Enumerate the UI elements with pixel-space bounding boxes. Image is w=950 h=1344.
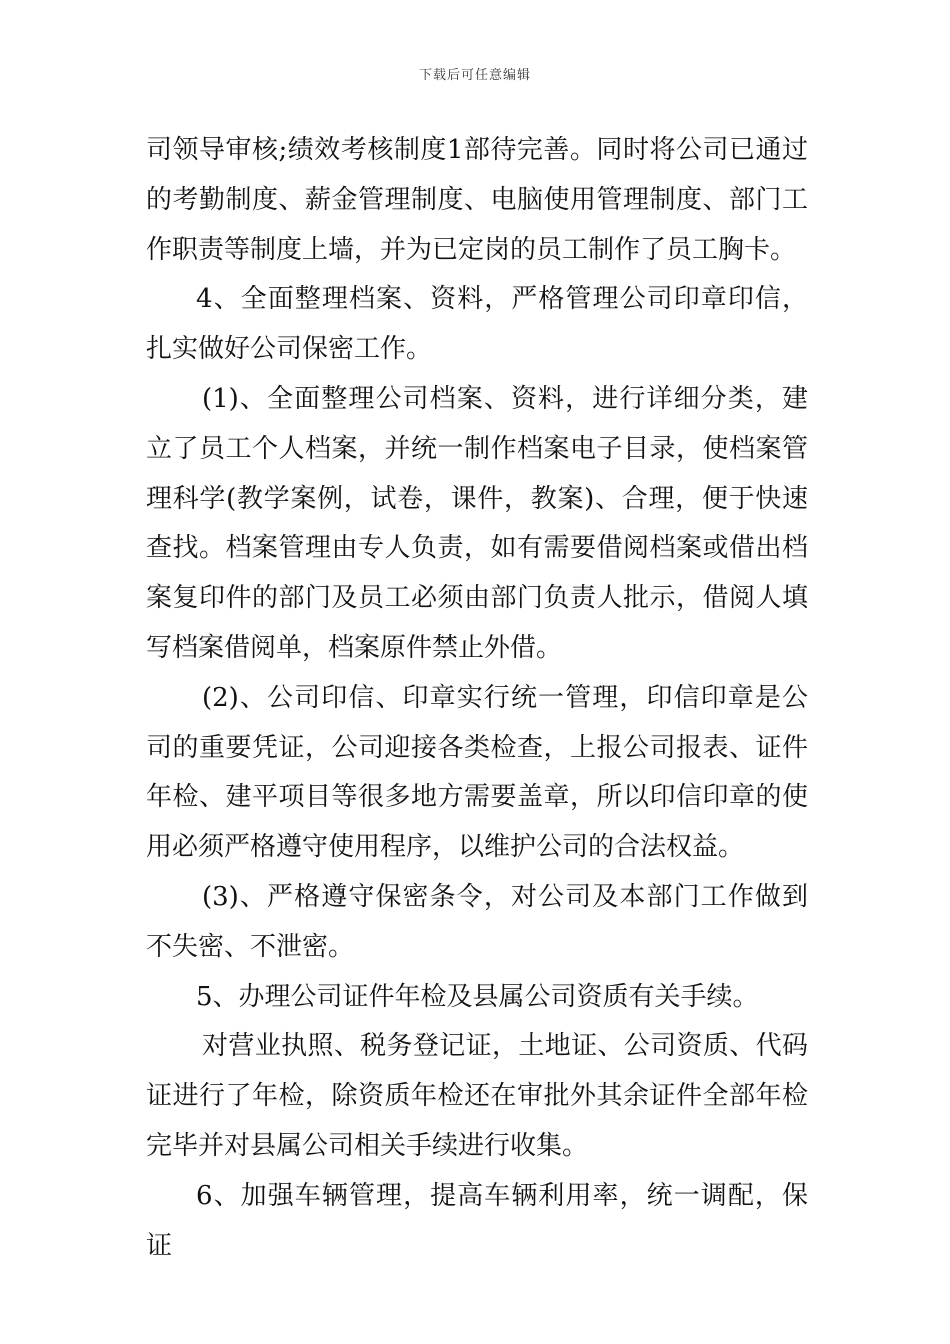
paragraph-item-2: (2)、公司印信、印章实行统一管理，印信印章是公司的重要凭证，公司迎接各类检查，上报公司报表、证件年检、建平项目等很多地方需要盖章，所以印信印章的使用必须严格遵守使用程序，以维护公司的合法权益。 <box>146 682 808 863</box>
paragraph-item-3: (3)、严格遵守保密条令，对公司及本部门工作做到不失密、不泄密。 <box>146 881 808 962</box>
paragraph-section-4: 4、全面整理档案、资料，严格管理公司印章印信，扎实做好公司保密工作。 <box>146 284 808 365</box>
paragraph-section-5: 5、办理公司证件年检及县属公司资质有关手续。 <box>196 981 759 1012</box>
paragraph-section-5-detail: 对营业执照、税务登记证，土地证、公司资质、代码证进行了年检，除资质年检还在审批外其余证件全部年检完毕并对县属公司相关手续进行收集。 <box>146 1031 808 1161</box>
document-body <box>146 126 808 1271</box>
page-header: 下载后可任意编辑 <box>418 68 531 83</box>
paragraph-item-1: (1)、全面整理公司档案、资料，进行详细分类，建立了员工个人档案，并统一制作档案电子目录，使档案管理科学(教学案例，试卷，课件，教案)、合理，便于快速查找。档案管理由专人负责，如有需要借阅档案或借出档案复印件的部门及员工必须由部门负责人批示，借阅人填写档案借阅单，档案原件禁止外借。 <box>146 383 808 663</box>
paragraph-continued: 司领导审核;绩效考核制度1部待完善。同时将公司已通过的考勤制度、薪金管理制度、电脑使用管理制度、部门工作职责等制度上墙，并为已定岗的员工制作了员工胸卡。 <box>146 135 808 265</box>
paragraph-section-6: 6、加强车辆管理，提高车辆利用率，统一调配，保证 <box>146 1180 808 1261</box>
